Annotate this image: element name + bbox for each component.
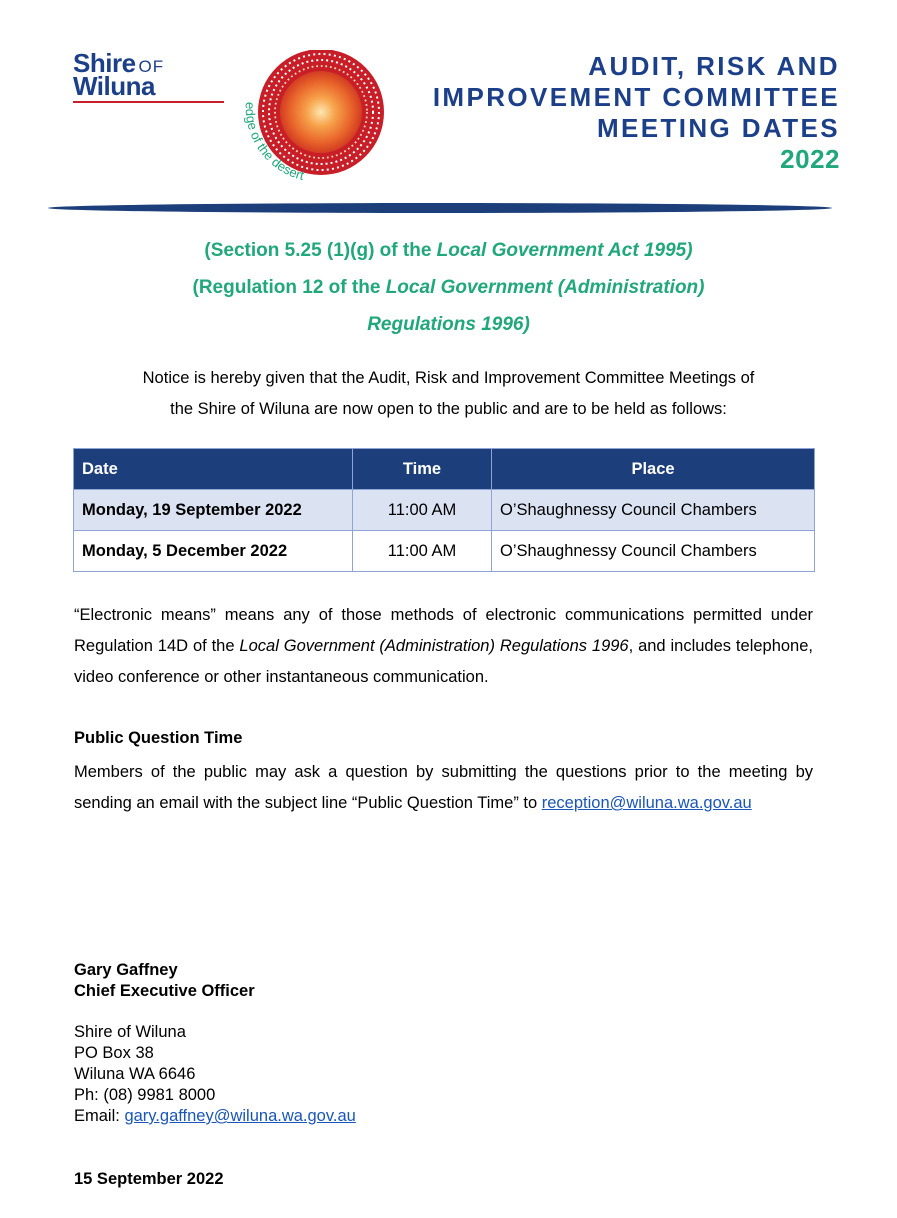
legislation-line-3: Regulations 1996) (367, 314, 530, 335)
legislation-line-1: (Section 5.25 (1)(g) of the Local Government Act 1995) (204, 240, 693, 261)
ceo-email-link[interactable]: gary.gaffney@wiluna.wa.gov.au (124, 1107, 356, 1125)
notice-text (60, 363, 837, 425)
logo-wiluna-text: Wiluna (73, 71, 155, 101)
column-header-date: Date (74, 449, 353, 490)
notice-line-2: the Shire of Wiluna are now open to the public and are to be held as follows: (170, 400, 727, 418)
address-town: Wiluna WA 6646 (74, 1065, 196, 1083)
address-email-line: Email: gary.gaffney@wiluna.wa.gov.au (74, 1107, 356, 1125)
sun-logo-icon (232, 50, 392, 190)
address-phone: Ph: (08) 9981 8000 (74, 1086, 216, 1104)
address-po-box: PO Box 38 (74, 1044, 154, 1062)
signature-block (74, 960, 255, 1002)
document-title (433, 51, 840, 175)
question-time-paragraph: Members of the public may ask a question by submitting the questions prior to the meeting by sending an email with the subject line “Public Question Time” to reception@wiluna.wa.gov.au (74, 763, 813, 812)
meeting-place: O’Shaughnessy Council Chambers (492, 490, 815, 531)
column-header-time: Time (353, 449, 492, 490)
logo-underline (73, 101, 224, 103)
meeting-schedule-table (73, 448, 815, 572)
meeting-place: O’Shaughnessy Council Chambers (492, 531, 815, 572)
legislation-references (0, 232, 897, 343)
meeting-time: 11:00 AM (353, 490, 492, 531)
meeting-date: Monday, 5 December 2022 (74, 531, 353, 572)
document-date: 15 September 2022 (74, 1170, 224, 1188)
title-line-1: AUDIT, RISK AND (588, 51, 840, 81)
question-time-heading: Public Question Time (74, 729, 243, 747)
logo-tagline: edge of the desert (242, 101, 306, 183)
address-org: Shire of Wiluna (74, 1023, 186, 1041)
signatory-name: Gary Gaffney (74, 961, 178, 979)
table-row (74, 531, 815, 572)
column-header-place: Place (492, 449, 815, 490)
meeting-date: Monday, 19 September 2022 (74, 490, 353, 531)
legislation-line-2: (Regulation 12 of the Local Government (Administration) (192, 277, 705, 298)
signatory-role: Chief Executive Officer (74, 982, 255, 1000)
electronic-means-paragraph: “Electronic means” means any of those methods of electronic communications permitted under Regulation 14D of the Local Government (Administration) Regulations 1996, and includes telephone, video conference or other instantaneous communication. (74, 606, 813, 686)
meeting-time: 11:00 AM (353, 531, 492, 572)
title-line-3: MEETING DATES (596, 113, 840, 143)
title-line-2: IMPROVEMENT COMMITTEE (432, 82, 840, 112)
title-year: 2022 (780, 144, 840, 174)
table-row (74, 490, 815, 531)
logo-shire-text: Shire OF (73, 48, 165, 78)
notice-line-1: Notice is hereby given that the Audit, Risk and Improvement Committee Meetings of (142, 369, 755, 387)
table-header-row (74, 449, 815, 490)
address-block (74, 1022, 356, 1127)
reception-email-link[interactable]: reception@wiluna.wa.gov.au (541, 794, 752, 812)
header-divider (48, 203, 832, 213)
